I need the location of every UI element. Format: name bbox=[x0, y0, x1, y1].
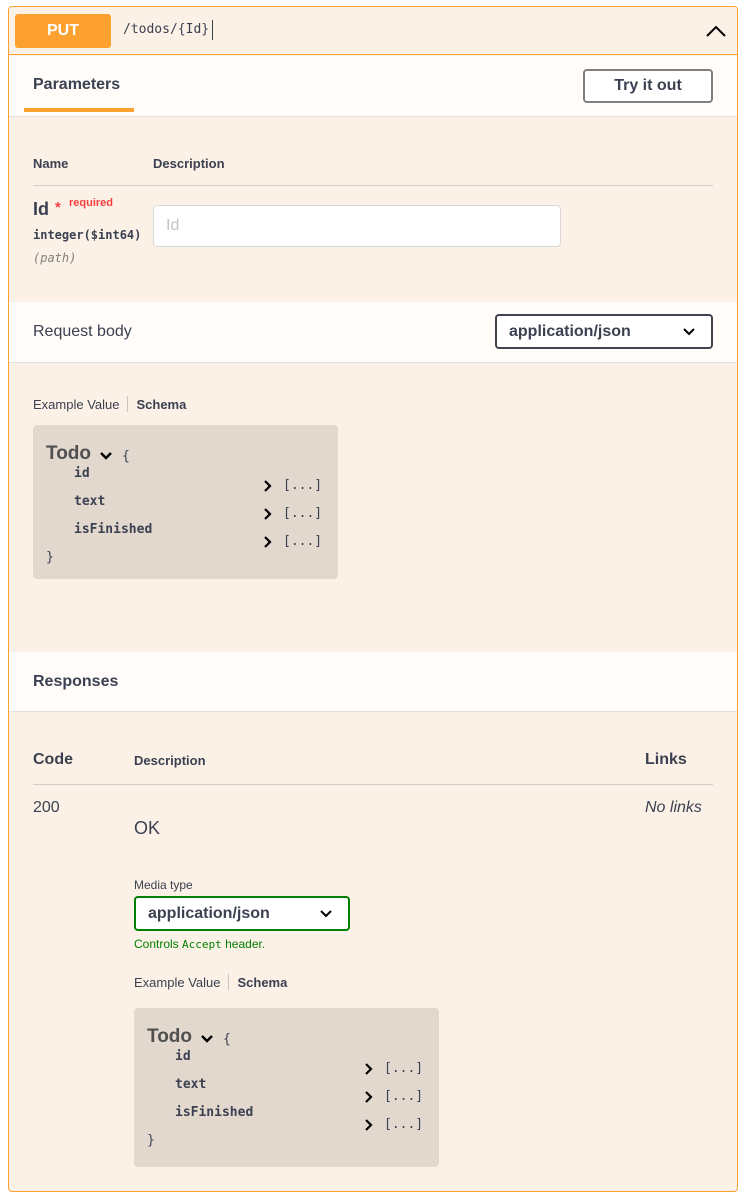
divider bbox=[33, 185, 713, 186]
collapsed-value: [...] bbox=[283, 506, 323, 521]
tab-separator bbox=[228, 974, 229, 990]
operation-path[interactable]: /todos/{Id} bbox=[123, 22, 210, 37]
tab-schema[interactable]: Schema bbox=[136, 396, 187, 412]
property-expander[interactable] bbox=[364, 1061, 423, 1076]
brace-open: { bbox=[223, 1032, 231, 1047]
select-value: application/json bbox=[509, 322, 631, 340]
chevron-down-icon[interactable] bbox=[99, 451, 113, 461]
chevron-up-icon[interactable] bbox=[705, 21, 727, 41]
divider bbox=[33, 784, 713, 785]
method-badge: PUT bbox=[15, 14, 111, 48]
model-property: text bbox=[74, 494, 106, 509]
parameters-header bbox=[9, 56, 737, 117]
collapsed-value: [...] bbox=[283, 478, 323, 493]
controls-suffix: header. bbox=[225, 937, 266, 951]
response-tabs bbox=[134, 974, 287, 990]
model-title[interactable]: Todo bbox=[147, 1026, 193, 1047]
request-body-title: Request body bbox=[33, 323, 132, 340]
model-property: isFinished bbox=[74, 522, 153, 537]
text-cursor bbox=[212, 20, 213, 40]
chevron-down-icon bbox=[683, 327, 695, 337]
controls-accept-note bbox=[134, 937, 265, 951]
response-model-box bbox=[134, 1008, 439, 1167]
param-location: (path) bbox=[33, 251, 77, 265]
brace-close: } bbox=[46, 550, 54, 565]
request-body-header bbox=[9, 302, 737, 363]
controls-code: Accept bbox=[182, 938, 222, 951]
operation-summary[interactable] bbox=[9, 7, 737, 55]
responses-header bbox=[9, 652, 737, 712]
property-expander[interactable] bbox=[364, 1089, 423, 1104]
tab-example-value[interactable]: Example Value bbox=[33, 396, 120, 412]
model-property: id bbox=[175, 1049, 191, 1064]
collapsed-value: [...] bbox=[384, 1117, 424, 1132]
media-type-label: Media type bbox=[134, 878, 193, 892]
property-expander[interactable] bbox=[263, 534, 322, 549]
property-expander[interactable] bbox=[364, 1117, 423, 1132]
controls-prefix: Controls bbox=[134, 937, 179, 951]
tab-parameters[interactable]: Parameters bbox=[33, 76, 121, 93]
param-name: Id bbox=[33, 199, 49, 219]
chevron-right-icon bbox=[364, 1091, 374, 1103]
column-header-name: Name bbox=[33, 156, 69, 171]
model-property: text bbox=[175, 1077, 207, 1092]
response-links: No links bbox=[645, 799, 702, 816]
response-media-type-select[interactable] bbox=[134, 896, 350, 931]
model-title[interactable]: Todo bbox=[46, 443, 92, 464]
active-tab-indicator bbox=[24, 108, 134, 112]
column-header-links: Links bbox=[645, 751, 687, 768]
model-property: isFinished bbox=[175, 1105, 254, 1120]
column-header-code: Code bbox=[33, 751, 73, 768]
tab-example-value[interactable]: Example Value bbox=[134, 974, 221, 990]
request-model-box bbox=[33, 425, 338, 579]
try-it-out-button[interactable]: Try it out bbox=[583, 69, 713, 103]
chevron-right-icon bbox=[263, 508, 273, 520]
tab-schema[interactable]: Schema bbox=[237, 974, 288, 990]
chevron-down-icon bbox=[320, 909, 332, 919]
model-property: id bbox=[74, 466, 90, 481]
collapsed-value: [...] bbox=[384, 1061, 424, 1076]
column-header-description: Description bbox=[134, 753, 206, 768]
chevron-down-icon[interactable] bbox=[200, 1034, 214, 1044]
required-star: * bbox=[55, 199, 61, 216]
tab-separator bbox=[127, 396, 128, 412]
request-body-tabs bbox=[33, 396, 186, 412]
chevron-right-icon bbox=[263, 536, 273, 548]
chevron-right-icon bbox=[263, 480, 273, 492]
id-input[interactable] bbox=[153, 205, 561, 247]
put-operation-block bbox=[8, 6, 738, 1192]
collapsed-value: [...] bbox=[283, 534, 323, 549]
property-expander[interactable] bbox=[263, 506, 322, 521]
param-type: integer($int64) bbox=[33, 228, 142, 242]
brace-close: } bbox=[147, 1133, 155, 1148]
select-value: application/json bbox=[148, 904, 270, 922]
chevron-right-icon bbox=[364, 1063, 374, 1075]
request-content-type-select[interactable] bbox=[495, 314, 713, 349]
required-label: required bbox=[69, 197, 114, 209]
chevron-right-icon bbox=[364, 1119, 374, 1131]
column-header-description: Description bbox=[153, 156, 225, 171]
responses-title: Responses bbox=[33, 673, 119, 690]
response-description: OK bbox=[134, 818, 161, 838]
property-expander[interactable] bbox=[263, 478, 322, 493]
collapsed-value: [...] bbox=[384, 1089, 424, 1104]
brace-open: { bbox=[122, 449, 130, 464]
response-code: 200 bbox=[33, 799, 60, 816]
